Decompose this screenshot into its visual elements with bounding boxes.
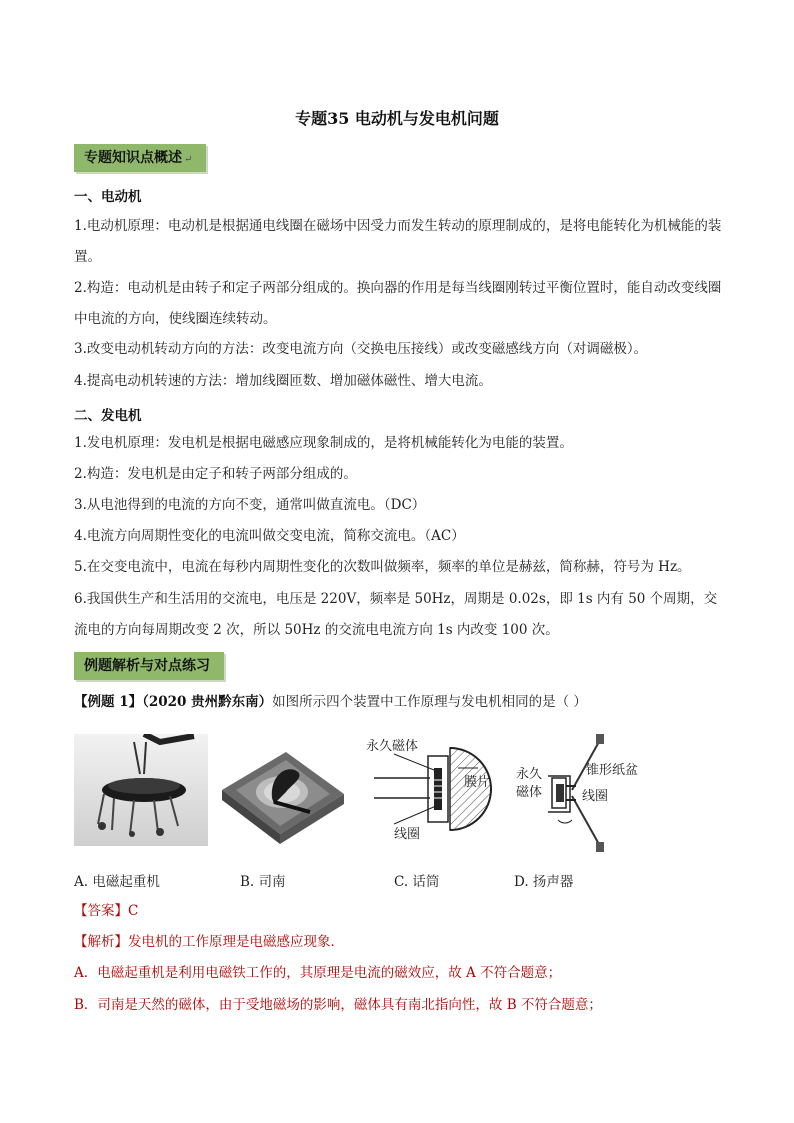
paragraph-generator-1: 1.发电机原理：发电机是根据电磁感应现象制成的，是将机械能转化为电能的装置。 [74,435,573,451]
analysis-text: 发电机的工作原理是电磁感应现象． [128,934,344,950]
analysis-label: 【解析】 [74,934,128,950]
paragraph-motor-1: 1.电动机原理：电动机是根据通电线圈在磁场中因受力而发生转动的原理制成的，是将电能转化为机械能的装置。 [74,218,722,265]
return-mark-icon: ↵ [184,154,193,165]
label-coil: 线圈 [582,789,609,804]
section-banner-examples [74,652,224,680]
heading-generator: 二、发电机 [74,408,142,424]
option-a: A. 电磁起重机 [74,874,160,890]
page-title: 专题35 电动机与发电机问题 [295,109,499,128]
banner-label: 专题知识点概述 [84,150,182,166]
loudspeaker-diagram [512,734,670,854]
analysis-line [74,927,724,958]
label-coil: 线圈 [394,827,421,842]
option-c: C. 话筒 [394,874,440,890]
analysis-option-a: A．电磁起重机是利用电磁铁工作的，其原理是电流的磁效应，故 A 不符合题意； [74,965,562,981]
paragraph-motor-4: 4.提高电动机转速的方法：增加线圈匝数、增加磁体磁性、增大电流。 [74,373,492,389]
label-magnet-line1: 永久 [516,767,543,782]
example-label: 【例题 1】 [74,694,143,710]
heading-motor: 一、电动机 [74,189,142,205]
paragraph-generator-3: 3.从电池得到的电流的方向不变，通常叫做直流电。（DC） [74,497,426,513]
crane-photo [74,734,208,846]
section-banner-overview [74,144,206,172]
paragraph-generator-4: 4.电流方向周期性变化的电流叫做交变电流，简称交流电。（AC） [74,528,465,544]
option-b: B. 司南 [240,874,286,890]
label-magnet-line2: 磁体 [516,785,543,800]
answer-label: 【答案】 [74,903,128,919]
paragraph-generator-5: 5.在交变电流中，电流在每秒内周期性变化的次数叫做频率，频率的单位是赫兹，简称赫，符号为 Hz。 [74,559,691,575]
label-permanent-magnet: 永久磁体 [366,739,419,754]
option-d: D. 扬声器 [514,874,574,890]
microphone-diagram [354,734,500,846]
label-cone: 锥形纸盆 [586,763,639,778]
sinan-photo [214,734,350,846]
paragraph-generator-6: 6.我国供生产和生活用的交流电，电压是 220V，频率是 50Hz，周期是 0.02s，即 1s 内有 50 个周期，交流电的方向每周期改变 2 次，所以 50Hz 的交流电电流方向 1s 内改变 100 次。 [74,591,718,638]
answer-value: C [128,903,139,919]
label-diaphragm: 膜片 [464,775,491,790]
example-source: （2020 贵州黔东南） [142,694,273,710]
paragraph-generator-2: 2.构造：发电机是由定子和转子两部分组成的。 [74,466,357,482]
example-question [74,690,587,710]
analysis-option-b: B．司南是天然的磁体，由于受地磁场的影响，磁体具有南北指向性，故 B 不符合题意； [74,997,602,1013]
paragraph-motor-3: 3.改变电动机转动方向的方法：改变电流方向（交换电压接线）或改变磁感线方向（对调磁极）。 [74,341,648,357]
answer-line [74,896,724,927]
banner-label: 例题解析与对点练习 [84,658,210,674]
example-question-text: 如图所示四个装置中工作原理与发电机相同的是（ ） [272,694,587,710]
paragraph-motor-2: 2.构造：电动机是由转子和定子两部分组成的。换向器的作用是每当线圈刚转过平衡位置时，能自动改变线圈中电流的方向，使线圈连续转动。 [74,280,722,327]
